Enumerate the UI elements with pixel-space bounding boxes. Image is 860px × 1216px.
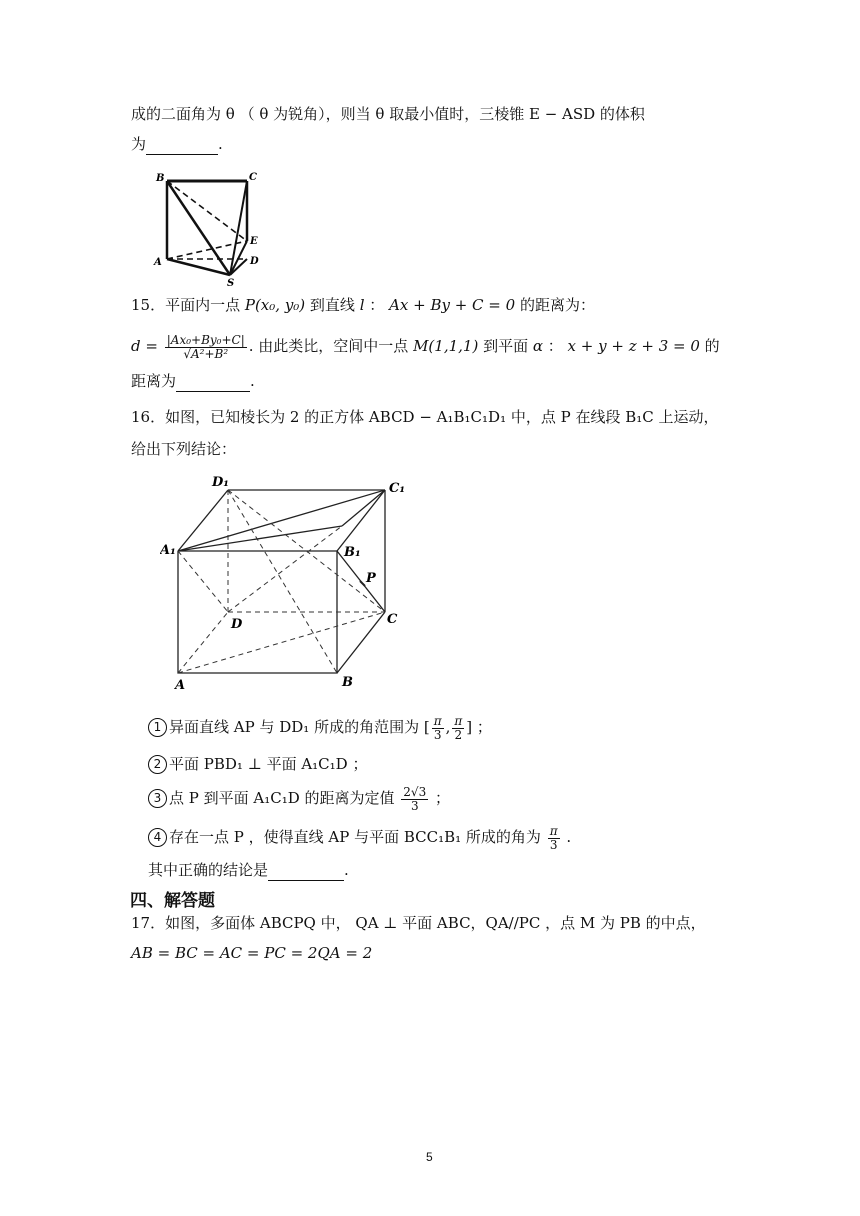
q15-to-plane: 到平面: [478, 337, 533, 355]
conclusion-3-end: ；: [430, 789, 450, 807]
q15-de: 的: [699, 337, 720, 355]
circled-number-3: 3: [148, 789, 167, 808]
q16-line2: 给出下列结论：: [131, 440, 237, 458]
frac-num: 2√3: [403, 784, 427, 799]
conclusion-4: [148, 820, 571, 854]
fraction-pi-3: [432, 715, 444, 742]
q16-conclusion-line: [148, 859, 349, 881]
conclusion-4-end: .: [561, 828, 572, 846]
q15-alpha: α: [532, 337, 543, 355]
formula-denominator: √A²+B²: [183, 346, 229, 361]
label-S: S: [227, 278, 235, 287]
q15-mid: 到直线: [305, 296, 360, 314]
conclusion-2: [148, 753, 367, 775]
distance-formula-fraction: [165, 334, 247, 361]
q15-colon2: ：: [543, 337, 568, 355]
conclusion-4-text: 存在一点 P ，使得直线 AP 与平面 BCC₁B₁ 所成的角为: [169, 828, 546, 846]
label-E: E: [250, 236, 258, 247]
q15-distance-label: 距离为: [131, 372, 177, 390]
comma: ,: [445, 718, 451, 736]
q16-line1: 16．如图，已知棱长为 2 的正方体 ABCD − A₁B₁C₁D₁ 中，点 P 在线段 B₁C 上运动，: [131, 408, 719, 426]
label-B: B: [156, 173, 165, 184]
q15-point-m: M(1,1,1): [413, 337, 479, 355]
frac-den: 3: [433, 727, 442, 742]
frac-num: π: [549, 823, 558, 838]
q15-plane-equation: x + y + z + 3 = 0: [567, 337, 700, 355]
label-C: C: [249, 172, 257, 183]
pyramid-figure: [145, 167, 270, 287]
fraction-pi-2: [452, 715, 464, 742]
answer-blank-14[interactable]: [146, 138, 218, 155]
frac-num: π: [454, 713, 463, 728]
conclusion-2-text: 平面 PBD₁ ⊥ 平面 A₁C₁D ；: [169, 755, 368, 773]
q16-conclusion-label: 其中正确的结论是: [148, 861, 269, 879]
conclusion-1: [148, 710, 492, 744]
frac-den: 3: [410, 798, 419, 813]
fraction-2sqrt3-3: [401, 786, 428, 813]
q15-suffix: 的距离为：: [515, 296, 595, 314]
circled-number-2: 2: [148, 755, 167, 774]
label-P: P: [366, 571, 376, 586]
frac-num: π: [433, 713, 442, 728]
label-A1: A₁: [160, 543, 176, 558]
q14-prefix: 为: [131, 135, 147, 153]
label-D: D: [231, 617, 243, 632]
frac-den: 3: [549, 837, 558, 852]
q15-intro: 15．平面内一点: [131, 296, 245, 314]
q15-line-l: l: [359, 296, 365, 314]
label-A: A: [154, 257, 162, 268]
q15-line3: [131, 370, 255, 392]
label-D: D: [250, 256, 259, 267]
label-C: C: [387, 612, 398, 627]
conclusion-3: [148, 780, 450, 816]
conclusion-3-text: 点 P 到平面 A₁C₁D 的距离为定值: [169, 789, 400, 807]
cube-figure: [160, 470, 420, 692]
q17-line2: AB = BC = AC = PC = 2QA = 2: [131, 944, 373, 962]
q15-colon: ：: [364, 296, 390, 314]
label-B: B: [342, 675, 353, 690]
section-heading: 四、解答题: [130, 891, 215, 911]
q14-suffix: .: [218, 135, 223, 153]
q15-line1: [131, 294, 595, 316]
q15-period: .: [250, 372, 255, 390]
answer-blank-16[interactable]: [268, 864, 344, 881]
fraction-pi-3: [548, 825, 560, 852]
q17-line1: 17．如图，多面体 ABCPQ 中， QA ⊥ 平面 ABC，QA//PC ，点 M 为 PB 的中点，: [131, 914, 706, 932]
conclusion-1-text: 异面直线 AP 与 DD₁ 所成的角范围为 [: [169, 718, 430, 736]
circled-number-1: 1: [148, 718, 167, 737]
q14-line2: [131, 133, 223, 155]
q15-point-p: P(x₀, y₀): [244, 296, 306, 314]
q14-line1: 成的二面角为 θ （ θ 为锐角），则当 θ 取最小值时，三棱锥 E − ASD 的体积: [131, 105, 645, 123]
conclusion-1-end: ] ；: [466, 718, 492, 736]
frac-den: 2: [454, 727, 463, 742]
circled-number-4: 4: [148, 828, 167, 847]
q15-line-equation: Ax + By + C = 0: [389, 296, 516, 314]
label-B1: B₁: [344, 545, 361, 560]
formula-d: d =: [131, 337, 158, 355]
label-A: A: [175, 678, 186, 692]
q15-analogy-text: . 由此类比，空间中一点: [248, 337, 414, 355]
q16-period: .: [344, 861, 349, 879]
answer-blank-15[interactable]: [176, 375, 250, 392]
label-C1: C₁: [389, 481, 406, 496]
formula-numerator: |Ax₀+By₀+C|: [166, 332, 245, 347]
label-D1: D₁: [212, 475, 229, 490]
q15-line2: [131, 329, 720, 363]
page-number: 5: [426, 1150, 433, 1164]
